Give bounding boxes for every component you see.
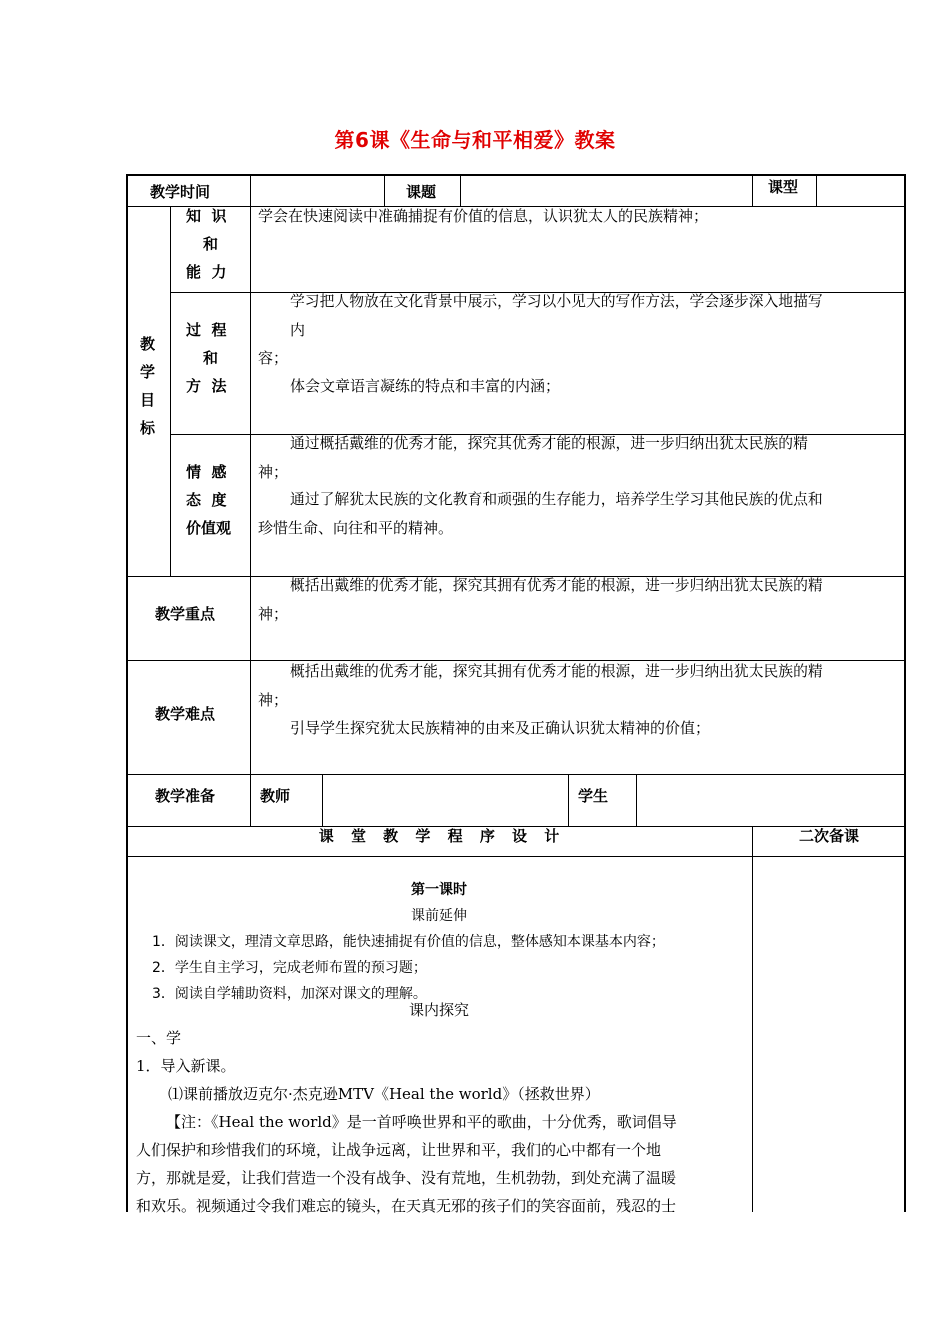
knowledge-text: 学会在快速阅读中准确捕捉有价值的信息，认识犹太人的民族精神； xyxy=(258,207,709,225)
list-item: 2．学生自主学习，完成老师布置的预习题； xyxy=(152,960,427,976)
page-title: 第6课《生命与和平相爱》教案 xyxy=(334,128,616,152)
teacher-label: 教师 xyxy=(260,787,291,805)
type-label: 课型 xyxy=(768,178,799,196)
difficulties-label: 教学难点 xyxy=(155,705,216,723)
second-prep-label: 二次备课 xyxy=(798,827,859,845)
preparation-label: 教学准备 xyxy=(155,787,216,805)
lesson-title: 第一课时 xyxy=(411,882,467,898)
list-item: 3．阅读自学辅助资料，加深对课文的理解。 xyxy=(152,986,427,1002)
key-points-label: 教学重点 xyxy=(155,605,216,623)
list-item: 1．阅读课文，理清文章思路，能快速捕捉有价值的信息，整体感知本课基本内容； xyxy=(152,934,665,950)
procedure-header: 课 堂 教 学 程 序 设 计 xyxy=(318,827,560,845)
student-label: 学生 xyxy=(578,787,609,805)
in-class-title: 课内探究 xyxy=(408,1001,469,1019)
step-detail: ⑴课前播放迈克尔·杰克逊MTV《Heal the world》（拯救世界） xyxy=(168,1085,600,1103)
topic-label: 课题 xyxy=(406,183,437,201)
pre-class-title: 课前延伸 xyxy=(411,908,467,924)
section-heading: 一、学 xyxy=(136,1029,182,1047)
step-heading: 1．导入新课。 xyxy=(136,1057,236,1075)
time-label: 教学时间 xyxy=(150,183,211,201)
